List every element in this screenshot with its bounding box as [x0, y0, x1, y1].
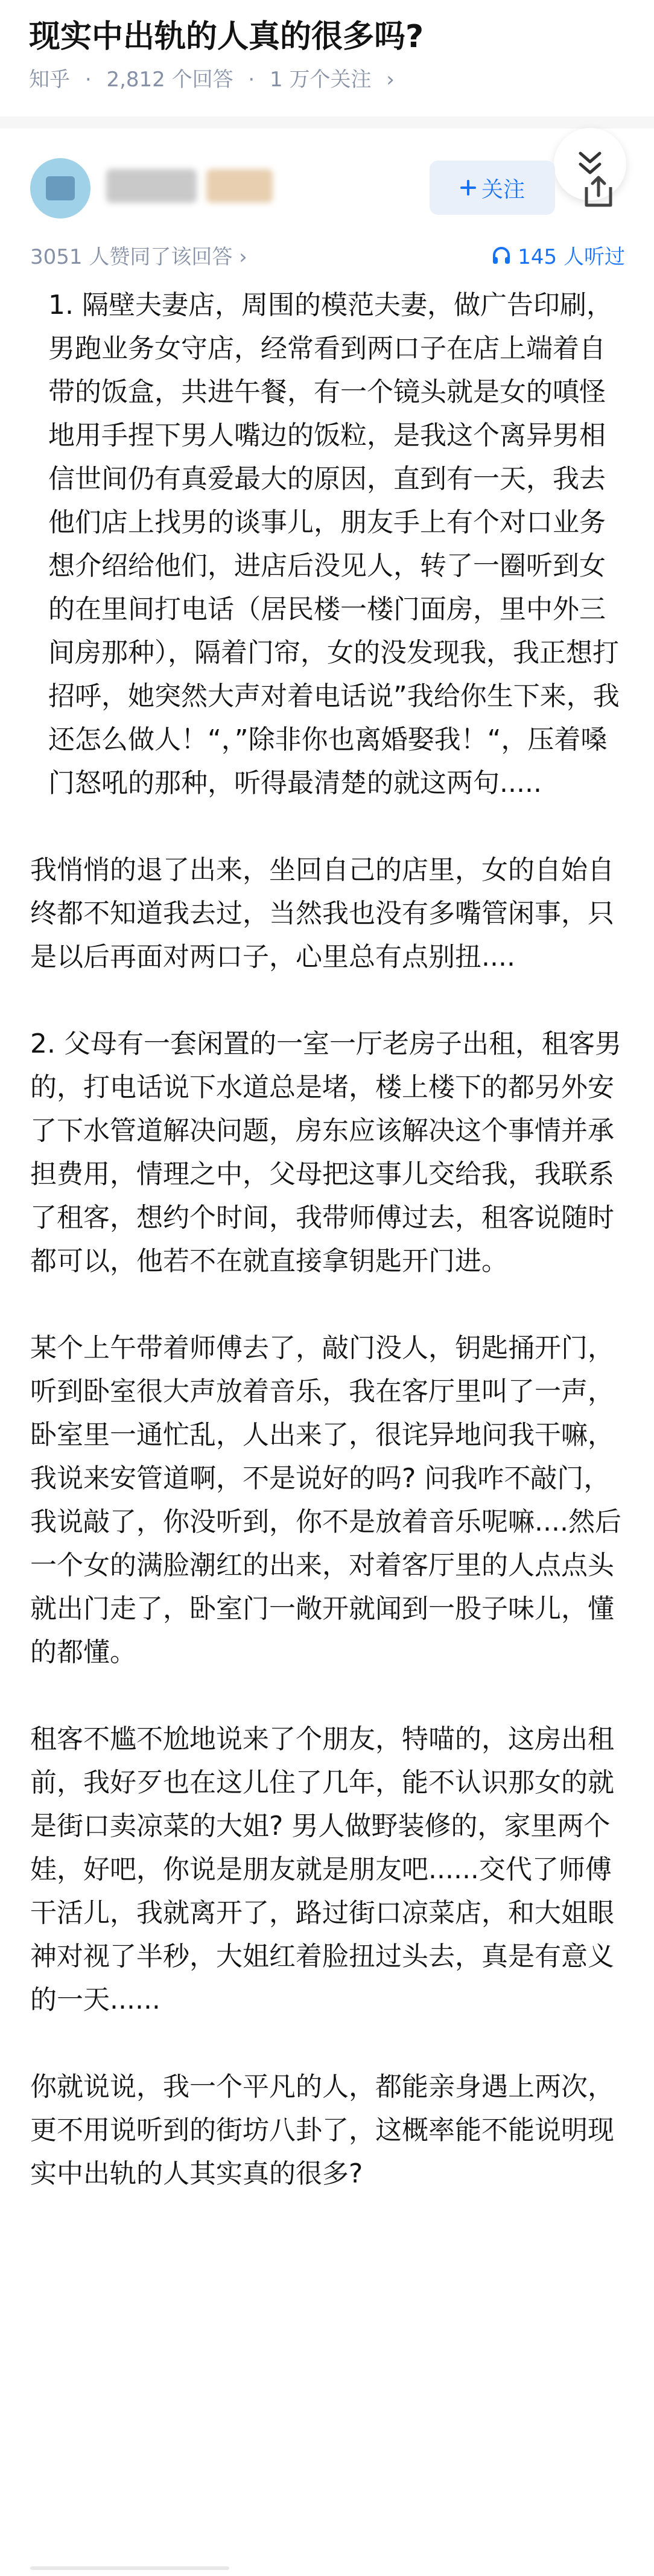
- headphones-icon: [491, 245, 512, 266]
- follow-button[interactable]: [430, 161, 555, 215]
- chevron-right-icon: ›: [386, 68, 395, 92]
- listen-label: 145 人听过: [518, 245, 625, 269]
- answer-paragraph: 某个上午带着师傅去了，敲门没人，钥匙捅开门，听到卧室很大声放着音乐，我在客厅里叫了一声，卧室里一通忙乱，人出来了，很诧异地问我干嘛，我说来安管道啊，不是说好的吗? 问我咋不敲门，我说敲了，你没听到，你不是放着音乐呢嘛....然后一个女的满脸潮红的出来，对着客厅里的人点点头就出门走了，卧室门一敞开就闻到一股子味儿，懂的都懂。: [30, 1333, 621, 1668]
- share-icon[interactable]: [580, 175, 617, 209]
- meta-dot: ·: [248, 68, 255, 92]
- author-avatar[interactable]: [30, 158, 90, 218]
- plus-icon: [460, 179, 477, 196]
- answer-content: [30, 284, 627, 2196]
- author-name-blurred[interactable]: [106, 169, 197, 203]
- section-divider: [0, 116, 654, 129]
- question-title[interactable]: 现实中出轨的人真的很多吗?: [29, 19, 424, 55]
- avatar-image: [46, 176, 75, 200]
- meta-dot: ·: [84, 68, 92, 92]
- follow-count: 1 万个关注: [270, 68, 372, 92]
- follow-label: 关注: [481, 177, 525, 202]
- vote-count[interactable]: 3051 人赞同了该回答 ›: [30, 245, 247, 269]
- answer-paragraph: 你就说说，我一个平凡的人，都能亲身遇上两次，更不用说听到的街坊八卦了，这概率能不能说明现实中出轨的人其实真的很多?: [30, 2071, 614, 2189]
- answer-count: 2,812 个回答: [106, 68, 233, 92]
- source-label: 知乎: [29, 68, 70, 92]
- listen-count[interactable]: [491, 240, 625, 270]
- answer-paragraph: 1. 隔壁夫妻店，周围的模范夫妻，做广告印刷，男跑业务女守店，经常看到两口子在店上端着自带的饭盒，共进午餐，有一个镜头就是女的嗔怪地用手捏下男人嘴边的饭粒，是我这个离异男相信世间仍有真爱最大的原因，直到有一天，我去他们店上找男的谈事儿，朋友手上有个对口业务想介绍给他们，进店后没见人，转了一圈听到女的在里间打电话（居民楼一楼门面房，里中外三间房那种），隔着门帘，女的没发现我，我正想打招呼，她突然大声对着电话说”我给你生下来，我还怎么做人！“，”除非你也离婚娶我！“，压着嗓门怒吼的那种，听得最清楚的就这两句.....: [48, 290, 620, 799]
- answer-paragraph: 租客不尴不尬地说来了个朋友，特喵的，这房出租前，我好歹也在这儿住了几年，能不认识那女的就是街口卖凉菜的大姐? 男人做野装修的，家里两个娃，好吧，你说是朋友就是朋友吧......交代了师傅干活儿，我就离开了，路过街口凉菜店，和大姐眼神对视了半秒，大姐红着脸扭过头去，真是有意义的一天......: [30, 1724, 614, 2015]
- question-meta[interactable]: [29, 63, 403, 92]
- bottom-divider: [30, 2566, 229, 2570]
- author-badge-blurred: [206, 169, 273, 203]
- answer-paragraph: 2. 父母有一套闲置的一室一厅老房子出租，租客男的，打电话说下水道总是堵，楼上楼下的都另外安了下水管道解决问题，房东应该解决这个事情并承担费用，情理之中，父母把这事儿交给我，我联系了租客，想约个时间，我带师傅过去，租客说随时都可以，他若不在就直接拿钥匙开门进。: [30, 1028, 621, 1277]
- answer-paragraph: 我悄悄的退了出来，坐回自己的店里，女的自始自终都不知道我去过，当然我也没有多嘴管闲事，只是以后再面对两口子，心里总有点别扭....: [30, 855, 614, 972]
